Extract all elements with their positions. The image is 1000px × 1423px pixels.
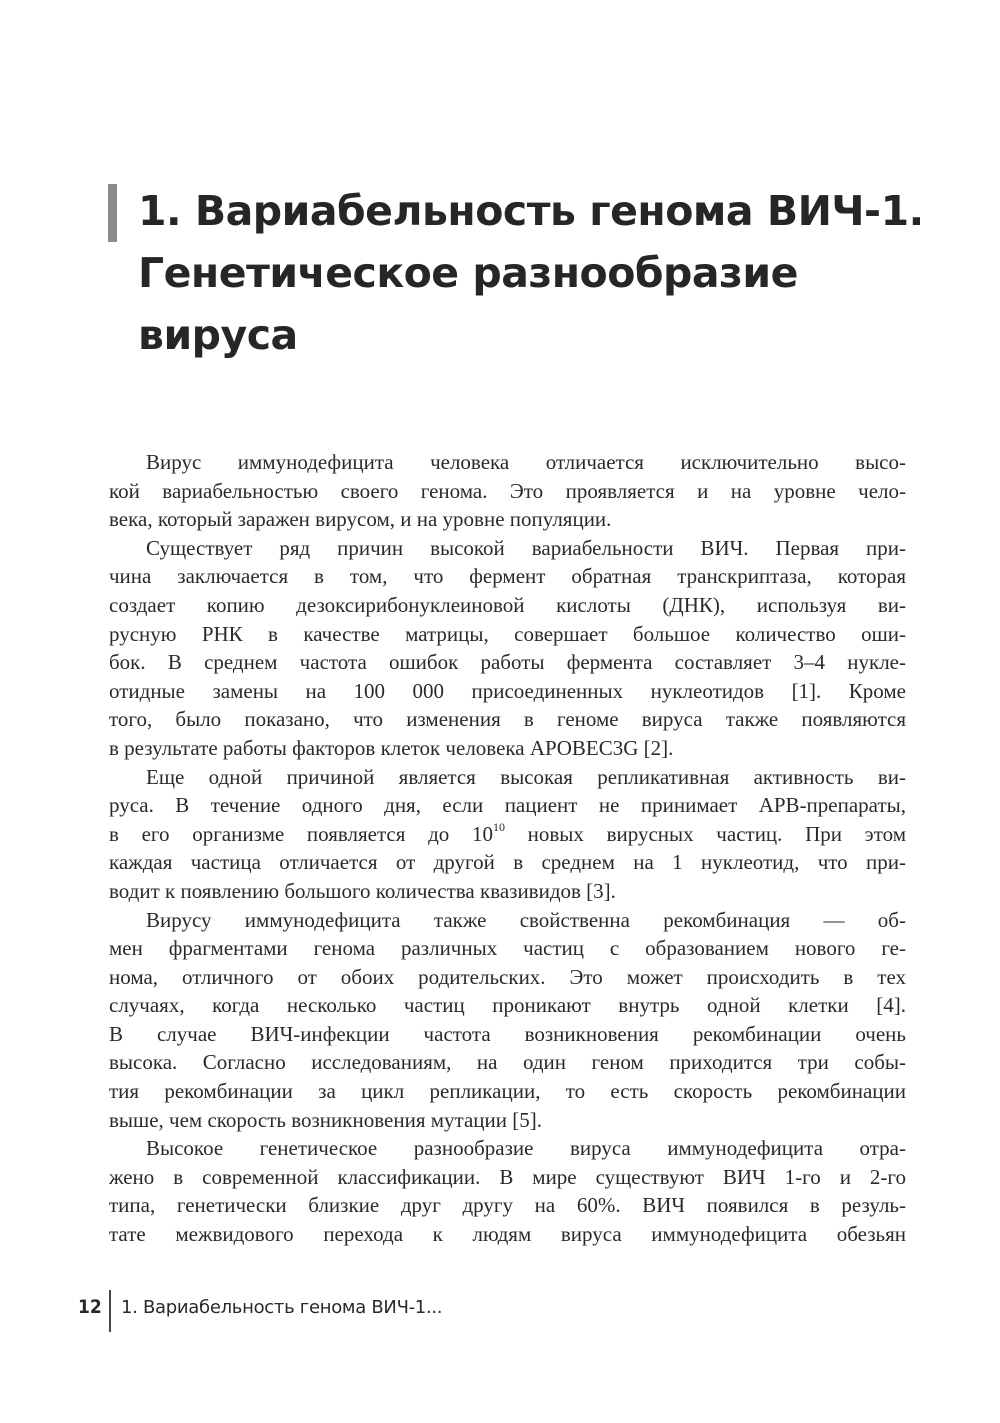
text-line: жено в современной классификации. В мире существуют ВИЧ 1-го и 2-го xyxy=(109,1164,906,1189)
text-line: века, который заражен вирусом, и на уровне популяции. xyxy=(109,507,612,532)
text-line: отидные замены на 100 000 присоединенных нуклеотидов [1]. Кроме xyxy=(109,678,906,703)
text-line: тия рекомбинации за цикл репликации, то есть скорость рекомбинации xyxy=(109,1079,906,1104)
chapter-title-line: 1. Вариабельность генома ВИЧ-1. xyxy=(138,187,924,235)
text-line: чина заключается в том, что фермент обратная транскриптаза, которая xyxy=(109,564,906,589)
text-line: русную РНК в качестве матрицы, совершает большое количество оши- xyxy=(109,621,906,646)
text-segment: в его организме появляется до 10 xyxy=(109,821,493,846)
paragraph xyxy=(109,534,906,763)
text-line: создает копию дезоксирибонуклеиновой кислоты (ДНК), используя ви- xyxy=(109,592,906,617)
text-line: типа, генетически близкие друг другу на 60%. ВИЧ появился в резуль- xyxy=(109,1193,906,1218)
paragraph xyxy=(109,906,906,1135)
text-line: высока. Согласно исследованиям, на один геном приходится три собы- xyxy=(109,1050,906,1075)
text-segment: новых вирусных частиц. При этом xyxy=(504,821,906,846)
body-text xyxy=(109,448,906,1249)
text-line: бок. В среднем частота ошибок работы фермента составляет 3–4 нукле- xyxy=(109,650,906,675)
running-head: 1. Вариабельность генома ВИЧ-1... xyxy=(121,1297,443,1318)
text-line: В случае ВИЧ-инфекции частота возникновения рекомбинации очень xyxy=(109,1021,906,1046)
text-line: мен фрагментами генома различных частиц с образованием нового ге- xyxy=(109,936,906,961)
page-number: 12 xyxy=(78,1296,102,1318)
text-line: нома, отличного от обоих родительских. Это может происходить в тех xyxy=(109,964,906,989)
text-line: водит к появлению большого количества квазивидов [3]. xyxy=(109,878,616,903)
text-line: того, было показано, что изменения в геноме вируса также появляются xyxy=(109,707,906,732)
chapter-title-line: вируса xyxy=(138,311,298,359)
heading-accent-bar xyxy=(108,184,117,242)
exponent-superscript: 10 xyxy=(492,819,505,834)
text-line: кой вариабельностью своего генома. Это проявляется и на уровне чело- xyxy=(109,478,906,503)
text-line: случаях, когда несколько частиц проникают внутрь одной клетки [4]. xyxy=(109,993,906,1018)
chapter-title-line: Генетическое разнообразие xyxy=(138,249,798,297)
text-line: Вирусу иммунодефицита также свойственна рекомбинация — об- xyxy=(146,907,906,932)
text-line: тате межвидового перехода к людям вируса иммунодефицита обезьян xyxy=(109,1222,906,1247)
paragraph xyxy=(109,1134,906,1248)
text-line: Вирус иммунодефицита человека отличается исключительно высо- xyxy=(146,450,906,474)
paragraph xyxy=(109,763,906,906)
chapter-title xyxy=(138,180,938,366)
paragraph xyxy=(109,448,906,534)
text-line: в результате работы факторов клеток человека APOBEC3G [2]. xyxy=(109,735,674,760)
text-line: Существует ряд причин высокой вариабельности ВИЧ. Первая при- xyxy=(146,535,906,560)
text-line: Еще одной причиной является высокая репликативная активность ви- xyxy=(146,764,906,789)
footer-divider xyxy=(109,1290,111,1332)
text-line: выше, чем скорость возникновения мутации [5]. xyxy=(109,1107,542,1132)
text-line: руса. В течение одного дня, если пациент не принимает АРВ-препараты, xyxy=(109,793,906,818)
text-line-with-superscript xyxy=(109,820,906,849)
text-line: Высокое генетическое разнообразие вируса иммунодефицита отра- xyxy=(146,1136,906,1161)
text-line: каждая частица отличается от другой в среднем на 1 нуклеотид, что при- xyxy=(109,850,906,875)
page-footer xyxy=(0,1290,1000,1330)
